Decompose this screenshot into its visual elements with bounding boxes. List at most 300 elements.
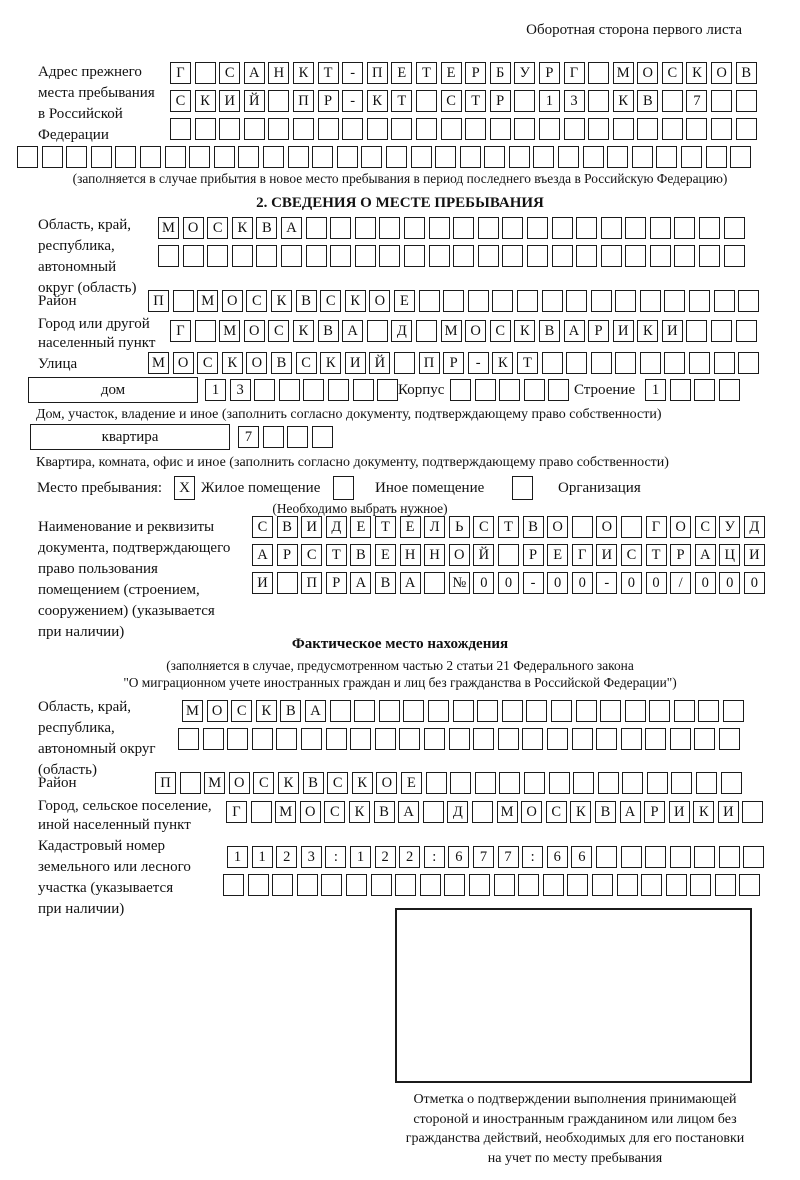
char-cell	[601, 245, 622, 267]
char-cell: С	[320, 290, 341, 312]
char-cell: А	[350, 572, 371, 594]
char-cell	[645, 846, 666, 868]
char-cell: -	[523, 572, 544, 594]
char-cell: В	[539, 320, 560, 342]
stamp-note: Отметка о подтверждении выполнения принимающей стороной и иностранным гражданином или лицом без гражданства действий, необходимых для его постановки на учет по месту пребывания	[405, 1092, 745, 1166]
char-cell: Г	[170, 62, 191, 84]
char-cell	[743, 846, 764, 868]
char-cell	[429, 217, 450, 239]
char-cell: М	[204, 772, 225, 794]
actual-city-row	[226, 801, 763, 823]
char-cell: Г	[572, 544, 593, 566]
char-cell: 0	[646, 572, 667, 594]
char-cell	[468, 290, 489, 312]
char-cell	[498, 544, 519, 566]
char-cell: М	[219, 320, 240, 342]
char-cell: В	[375, 572, 396, 594]
char-cell	[303, 379, 324, 401]
char-cell	[477, 700, 498, 722]
char-cell: Р	[588, 320, 609, 342]
char-cell	[288, 146, 309, 168]
char-cell	[674, 217, 695, 239]
char-cell	[189, 146, 210, 168]
char-cell: И	[301, 516, 322, 538]
char-cell: Г	[564, 62, 585, 84]
char-cell	[670, 728, 691, 750]
char-cell: 6	[571, 846, 592, 868]
char-cell	[689, 352, 710, 374]
char-cell: Т	[391, 90, 412, 112]
char-cell	[543, 874, 564, 896]
char-cell	[719, 728, 740, 750]
char-cell: С	[662, 62, 683, 84]
char-cell: М	[275, 801, 296, 823]
char-cell	[730, 146, 751, 168]
char-cell	[662, 118, 683, 140]
char-cell: С	[473, 516, 494, 538]
char-cell: Е	[400, 516, 421, 538]
char-cell: 3	[301, 846, 322, 868]
char-cell	[453, 217, 474, 239]
char-cell: У	[514, 62, 535, 84]
char-cell: К	[570, 801, 591, 823]
char-cell	[301, 728, 322, 750]
char-cell	[662, 90, 683, 112]
char-cell: А	[400, 572, 421, 594]
char-cell: Е	[391, 62, 412, 84]
char-cell	[548, 379, 569, 401]
char-cell	[641, 874, 662, 896]
char-cell: 3	[230, 379, 251, 401]
char-cell	[711, 90, 732, 112]
char-cell	[361, 146, 382, 168]
char-cell: О	[521, 801, 542, 823]
char-cell: :	[424, 846, 445, 868]
char-cell: О	[222, 290, 243, 312]
char-cell	[719, 379, 740, 401]
char-cell	[475, 772, 496, 794]
char-cell	[453, 245, 474, 267]
char-cell	[394, 352, 415, 374]
char-cell	[724, 217, 745, 239]
char-cell: Т	[646, 544, 667, 566]
char-cell: Н	[400, 544, 421, 566]
char-cell: О	[246, 352, 267, 374]
char-cell	[342, 118, 363, 140]
char-cell: А	[342, 320, 363, 342]
char-cell	[666, 874, 687, 896]
char-cell	[664, 290, 685, 312]
char-cell	[371, 874, 392, 896]
char-cell: Р	[644, 801, 665, 823]
char-cell	[649, 700, 670, 722]
char-cell: 1	[205, 379, 226, 401]
char-cell	[165, 146, 186, 168]
char-cell	[736, 320, 757, 342]
char-cell: С	[197, 352, 218, 374]
char-cell	[238, 146, 259, 168]
char-cell	[420, 874, 441, 896]
char-cell: Е	[547, 544, 568, 566]
char-cell: В	[523, 516, 544, 538]
char-cell	[444, 874, 465, 896]
char-cell	[622, 772, 643, 794]
char-cell	[723, 700, 744, 722]
char-cell	[248, 874, 269, 896]
char-cell	[689, 290, 710, 312]
char-cell: А	[252, 544, 273, 566]
char-cell	[227, 728, 248, 750]
actual-district-label: Район	[38, 775, 77, 791]
char-cell	[330, 700, 351, 722]
char-cell	[596, 846, 617, 868]
house-note: Дом, участок, владение и иное (заполнить согласно документу, подтверждающему право собственности)	[36, 407, 662, 422]
char-cell	[721, 772, 742, 794]
char-cell: П	[419, 352, 440, 374]
char-cell	[696, 772, 717, 794]
actual-region-row-2	[178, 728, 740, 750]
char-cell	[403, 700, 424, 722]
char-cell	[423, 801, 444, 823]
char-cell	[518, 874, 539, 896]
char-cell	[499, 772, 520, 794]
char-cell	[549, 772, 570, 794]
char-cell: -	[596, 572, 617, 594]
char-cell: К	[686, 62, 707, 84]
char-cell: К	[320, 352, 341, 374]
char-cell: С	[621, 544, 642, 566]
char-cell: -	[468, 352, 489, 374]
char-cell	[251, 801, 272, 823]
char-cell: С	[207, 217, 228, 239]
char-cell: Б	[490, 62, 511, 84]
char-cell	[472, 801, 493, 823]
char-cell	[326, 728, 347, 750]
char-cell: 7	[686, 90, 707, 112]
char-cell: В	[374, 801, 395, 823]
char-cell	[711, 320, 732, 342]
street-label: Улица	[38, 356, 78, 372]
char-cell: В	[277, 516, 298, 538]
char-cell	[564, 118, 585, 140]
actual-subtitle-1: (заполняется в случае, предусмотренном частью 2 статьи 21 Федерального закона	[166, 658, 634, 673]
char-cell	[355, 217, 376, 239]
char-cell: В	[303, 772, 324, 794]
char-cell	[460, 146, 481, 168]
char-cell	[650, 245, 671, 267]
char-cell	[178, 728, 199, 750]
char-cell	[694, 728, 715, 750]
char-cell: О	[711, 62, 732, 84]
char-cell: М	[158, 217, 179, 239]
char-cell	[601, 217, 622, 239]
char-cell: /	[670, 572, 691, 594]
actual-region-label: Область, край, республика, автономный округ (область)	[38, 699, 156, 778]
region-row-2	[158, 245, 745, 267]
char-cell	[715, 874, 736, 896]
char-cell: П	[148, 290, 169, 312]
char-cell	[738, 352, 759, 374]
char-cell	[632, 146, 653, 168]
char-cell: А	[244, 62, 265, 84]
char-cell	[573, 772, 594, 794]
char-cell: Р	[277, 544, 298, 566]
char-cell: 1	[252, 846, 273, 868]
char-cell: В	[256, 217, 277, 239]
char-cell: О	[547, 516, 568, 538]
char-cell	[328, 379, 349, 401]
char-cell: Р	[490, 90, 511, 112]
char-cell: К	[271, 290, 292, 312]
char-cell: В	[595, 801, 616, 823]
char-cell	[694, 846, 715, 868]
document-label: Наименование и реквизиты документа, подтверждающего право пользования помещением (строением, сооружением) (указывается при наличии)	[38, 519, 231, 640]
char-cell: Д	[744, 516, 765, 538]
char-cell	[698, 700, 719, 722]
char-cell: К	[613, 90, 634, 112]
char-cell: :	[522, 846, 543, 868]
char-cell: И	[718, 801, 739, 823]
house-number-row	[205, 379, 398, 401]
char-cell	[330, 245, 351, 267]
char-cell	[428, 700, 449, 722]
char-cell: О	[376, 772, 397, 794]
char-cell	[450, 379, 471, 401]
char-cell: С	[268, 320, 289, 342]
char-cell	[330, 217, 351, 239]
char-cell	[203, 728, 224, 750]
char-cell: Ц	[719, 544, 740, 566]
char-cell	[17, 146, 38, 168]
region-row-1	[158, 217, 745, 239]
char-cell	[607, 146, 628, 168]
char-cell	[441, 118, 462, 140]
char-cell: К	[367, 90, 388, 112]
char-cell: О	[465, 320, 486, 342]
char-cell	[686, 118, 707, 140]
char-cell: Р	[539, 62, 560, 84]
char-cell: Р	[326, 572, 347, 594]
char-cell	[353, 379, 374, 401]
char-cell	[404, 245, 425, 267]
char-cell	[478, 217, 499, 239]
char-cell	[276, 728, 297, 750]
char-cell: К	[637, 320, 658, 342]
char-cell	[195, 320, 216, 342]
stroenie-label: Строение	[574, 382, 636, 398]
char-cell	[615, 290, 636, 312]
char-cell: С	[246, 290, 267, 312]
char-cell	[355, 245, 376, 267]
char-cell: Т	[326, 544, 347, 566]
option-organizacia-label: Организация	[558, 480, 641, 496]
char-cell	[613, 118, 634, 140]
char-cell	[517, 290, 538, 312]
char-cell: Й	[369, 352, 390, 374]
char-cell	[498, 728, 519, 750]
char-cell	[738, 290, 759, 312]
char-cell	[173, 290, 194, 312]
char-cell: С	[252, 516, 273, 538]
char-cell	[140, 146, 161, 168]
char-cell: Г	[226, 801, 247, 823]
char-cell: -	[342, 90, 363, 112]
char-cell	[736, 90, 757, 112]
char-cell: В	[280, 700, 301, 722]
char-cell	[475, 379, 496, 401]
char-cell	[674, 245, 695, 267]
char-cell	[395, 874, 416, 896]
char-cell	[490, 118, 511, 140]
char-cell	[478, 245, 499, 267]
char-cell: С	[253, 772, 274, 794]
char-cell	[572, 728, 593, 750]
char-cell	[277, 572, 298, 594]
char-cell	[404, 217, 425, 239]
char-cell: И	[744, 544, 765, 566]
char-cell	[567, 874, 588, 896]
char-cell	[268, 118, 289, 140]
district-label: Район	[38, 293, 77, 309]
char-cell: Д	[326, 516, 347, 538]
char-cell: П	[367, 62, 388, 84]
char-cell	[583, 146, 604, 168]
char-cell	[558, 146, 579, 168]
char-cell	[645, 728, 666, 750]
prev-address-row-3	[170, 118, 757, 140]
char-cell	[379, 700, 400, 722]
char-cell	[426, 772, 447, 794]
char-cell	[552, 245, 573, 267]
char-cell: С	[231, 700, 252, 722]
char-cell: 0	[621, 572, 642, 594]
apartment-type-box: квартира	[30, 424, 230, 450]
char-cell: О	[173, 352, 194, 374]
char-cell	[621, 846, 642, 868]
char-cell	[690, 874, 711, 896]
char-cell: 0	[473, 572, 494, 594]
char-cell	[647, 772, 668, 794]
char-cell: И	[613, 320, 634, 342]
char-cell: О	[183, 217, 204, 239]
char-cell: К	[345, 290, 366, 312]
char-cell	[244, 118, 265, 140]
char-cell	[354, 700, 375, 722]
char-cell	[625, 217, 646, 239]
char-cell: К	[293, 320, 314, 342]
korpus-row	[450, 379, 569, 401]
char-cell	[377, 379, 398, 401]
char-cell	[499, 379, 520, 401]
char-cell: Н	[424, 544, 445, 566]
char-cell	[223, 874, 244, 896]
char-cell	[293, 118, 314, 140]
char-cell: К	[232, 217, 253, 239]
char-cell	[443, 290, 464, 312]
char-cell	[306, 245, 327, 267]
char-cell	[263, 146, 284, 168]
char-cell	[621, 728, 642, 750]
char-cell: К	[352, 772, 373, 794]
char-cell	[450, 772, 471, 794]
char-cell	[724, 245, 745, 267]
char-cell: И	[596, 544, 617, 566]
char-cell	[551, 700, 572, 722]
char-cell	[514, 118, 535, 140]
char-cell: 0	[695, 572, 716, 594]
char-cell: О	[369, 290, 390, 312]
char-cell: В	[350, 544, 371, 566]
char-cell	[527, 245, 548, 267]
char-cell	[492, 290, 513, 312]
char-cell	[621, 516, 642, 538]
char-cell: 6	[448, 846, 469, 868]
char-cell: Р	[443, 352, 464, 374]
char-cell: Н	[268, 62, 289, 84]
char-cell: В	[271, 352, 292, 374]
char-cell: К	[222, 352, 243, 374]
char-cell	[576, 217, 597, 239]
char-cell: А	[695, 544, 716, 566]
cadastral-row-1	[227, 846, 764, 868]
char-cell	[522, 728, 543, 750]
char-cell	[170, 118, 191, 140]
option-inoe-label: Иное помещение	[375, 480, 485, 496]
char-cell	[312, 426, 333, 448]
char-cell: М	[148, 352, 169, 374]
char-cell	[318, 118, 339, 140]
char-cell	[494, 874, 515, 896]
char-cell	[416, 320, 437, 342]
char-cell	[617, 874, 638, 896]
char-cell	[711, 118, 732, 140]
char-cell: Т	[498, 516, 519, 538]
char-cell	[279, 379, 300, 401]
char-cell	[600, 700, 621, 722]
char-cell: -	[342, 62, 363, 84]
checkbox-organizacia	[512, 476, 533, 500]
char-cell: 0	[719, 572, 740, 594]
actual-region-row-1	[182, 700, 744, 722]
char-cell: С	[296, 352, 317, 374]
cadastral-label: Кадастровый номер земельного или лесного участка (указывается при наличии)	[38, 838, 191, 917]
char-cell	[640, 352, 661, 374]
actual-district-row	[155, 772, 742, 794]
char-cell	[115, 146, 136, 168]
char-cell	[527, 217, 548, 239]
char-cell	[719, 846, 740, 868]
char-cell: В	[296, 290, 317, 312]
char-cell	[706, 146, 727, 168]
char-cell	[416, 118, 437, 140]
char-cell: А	[281, 217, 302, 239]
char-cell	[180, 772, 201, 794]
section2-title: 2. СВЕДЕНИЯ О МЕСТЕ ПРЕБЫВАНИЯ	[256, 195, 544, 211]
char-cell	[671, 772, 692, 794]
char-cell	[502, 245, 523, 267]
char-cell: А	[305, 700, 326, 722]
char-cell	[346, 874, 367, 896]
char-cell	[337, 146, 358, 168]
char-cell	[739, 874, 760, 896]
char-cell	[219, 118, 240, 140]
char-cell: К	[514, 320, 535, 342]
char-cell	[694, 379, 715, 401]
char-cell: К	[349, 801, 370, 823]
char-cell: П	[293, 90, 314, 112]
actual-location-title: Фактическое место нахождения	[291, 636, 509, 652]
char-cell: 0	[572, 572, 593, 594]
